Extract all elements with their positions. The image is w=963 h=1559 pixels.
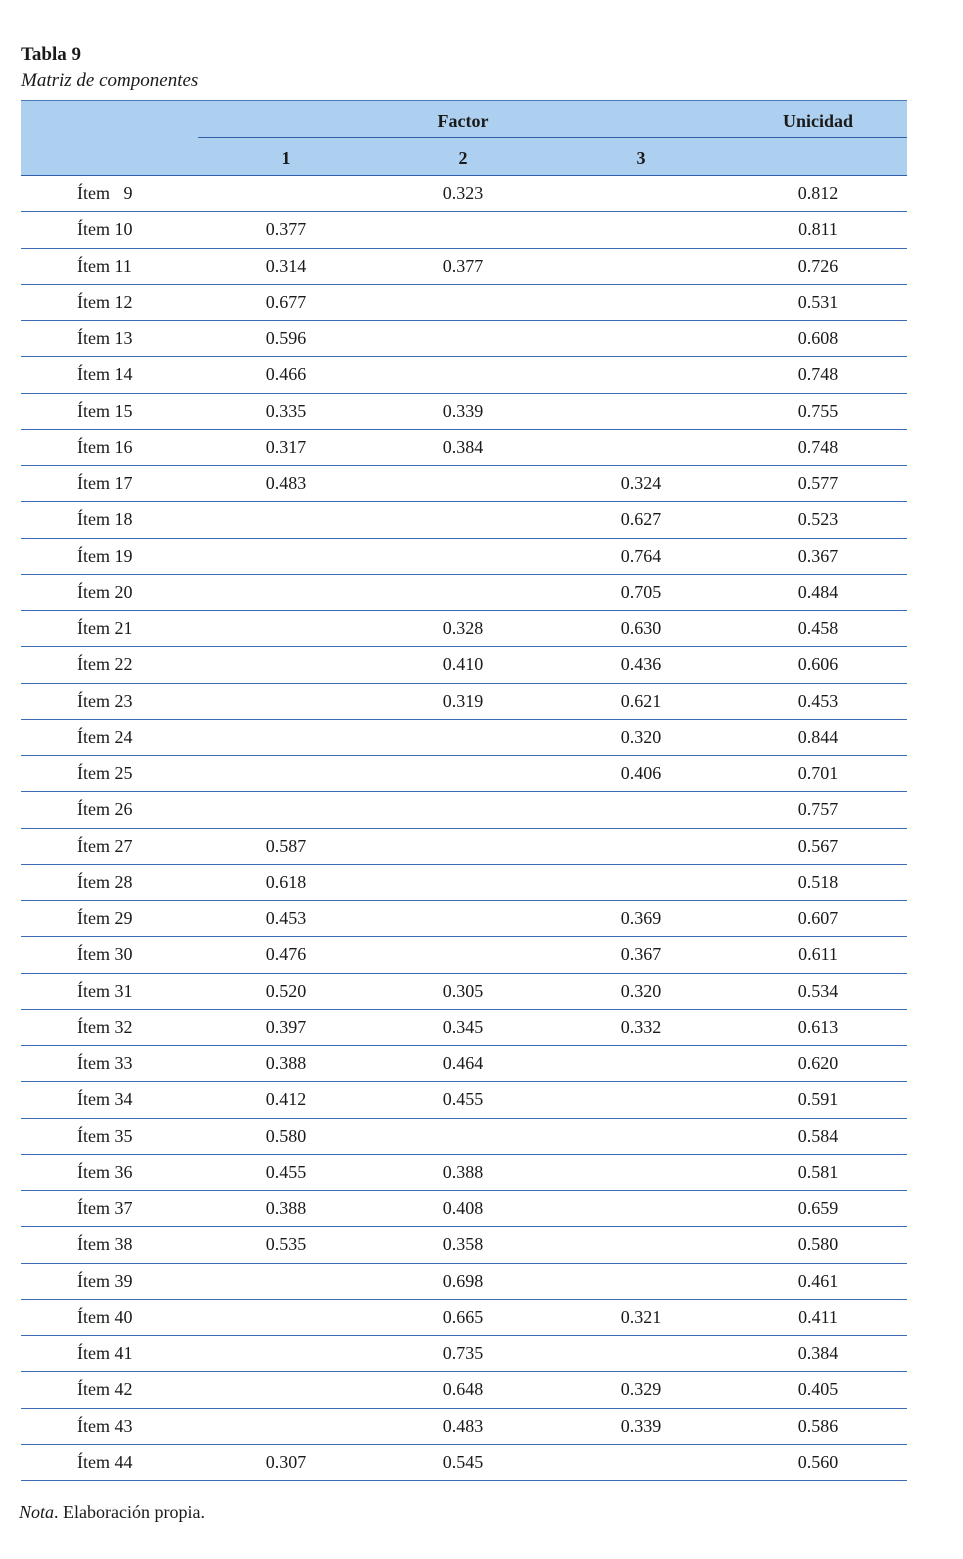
item-label: Ítem 24 [77,726,133,747]
table-row [21,647,907,683]
factor-2-value: 0.735 [442,1343,484,1364]
factor-2-value [403,720,523,755]
factor-2-value: 0.384 [442,436,484,457]
unicidad-value: 0.620 [797,1053,839,1074]
factor-1-value: 0.317 [265,436,307,457]
factor-3-value [581,829,701,864]
factor-3-value: 0.764 [620,545,662,566]
factor-3-value [581,865,701,900]
table-row [21,1264,907,1300]
item-label: Ítem 17 [77,473,133,494]
unicidad-value: 0.458 [797,618,839,639]
item-label: Ítem 20 [77,581,133,602]
table-row [21,1082,907,1118]
factor-2-value: 0.483 [442,1415,484,1436]
header-divider [198,137,907,138]
unicidad-value: 0.531 [797,291,839,312]
item-label: Ítem 16 [77,436,133,457]
factor-2-value [403,539,523,574]
item-label: Ítem 41 [77,1343,133,1364]
table-row [21,792,907,828]
factor-1-value: 0.535 [265,1234,307,1255]
unicidad-value: 0.523 [797,509,839,530]
item-label: Ítem 23 [77,690,133,711]
item-label: Ítem 13 [77,328,133,349]
factor-2-value: 0.323 [442,183,484,204]
unicidad-value: 0.484 [797,581,839,602]
item-label: Ítem 11 [77,255,132,276]
item-label: Ítem 10 [77,219,133,240]
factor-1-value: 0.580 [265,1125,307,1146]
factor-3-value: 0.621 [620,690,662,711]
factor-3-value: 0.436 [620,654,662,675]
factor-2-value [403,792,523,827]
item-label: Ítem 25 [77,763,133,784]
item-label: Ítem 19 [77,545,133,566]
factor-1-value: 0.677 [265,291,307,312]
factor-2-value: 0.388 [442,1161,484,1182]
table-note [19,1502,205,1523]
factor-2-value [403,575,523,610]
factor-3-value: 0.367 [620,944,662,965]
table-row [21,937,907,973]
table-title: Tabla 9 [21,44,82,65]
factor-3-value: 0.324 [620,473,662,494]
unicidad-value: 0.811 [798,219,838,240]
factor-2-value [403,937,523,972]
factor-1-value: 0.335 [265,400,307,421]
factor-1-value: 0.455 [265,1161,307,1182]
unicidad-value: 0.607 [797,908,839,929]
unicidad-value: 0.534 [797,980,839,1001]
header-factor: Factor [437,111,489,131]
unicidad-value: 0.581 [797,1161,839,1182]
factor-1-value: 0.388 [265,1198,307,1219]
factor-2-value: 0.339 [442,400,484,421]
factor-1-value: 0.377 [265,219,307,240]
table-subtitle: Matriz de componentes [21,70,199,91]
factor-2-value [403,756,523,791]
item-label: Ítem 33 [77,1053,133,1074]
factor-2-value: 0.328 [442,618,484,639]
factor-3-value [581,321,701,356]
factor-2-value: 0.377 [442,255,484,276]
table-row [21,684,907,720]
note-label: Nota [19,1502,55,1522]
table-row [21,756,907,792]
factor-3-value: 0.627 [620,509,662,530]
factor-3-value: 0.332 [620,1016,662,1037]
factor-1-value [226,1336,346,1371]
factor-2-value: 0.305 [442,980,484,1001]
factor-2-value: 0.648 [442,1379,484,1400]
factor-2-value [403,357,523,392]
unicidad-value: 0.591 [797,1089,839,1110]
table-row [21,285,907,321]
factor-1-value: 0.596 [265,328,307,349]
unicidad-value: 0.518 [797,871,839,892]
factor-1-value [226,684,346,719]
table-row [21,430,907,466]
unicidad-value: 0.748 [797,436,839,457]
header-unicidad: Unicidad [782,111,854,131]
unicidad-value: 0.584 [797,1125,839,1146]
factor-1-value [226,792,346,827]
unicidad-value: 0.453 [797,690,839,711]
factor-3-value [581,249,701,284]
factor-1-value [226,720,346,755]
unicidad-value: 0.367 [797,545,839,566]
factor-3-value: 0.630 [620,618,662,639]
factor-2-value: 0.464 [442,1053,484,1074]
unicidad-value: 0.577 [797,473,839,494]
factor-3-value [581,1082,701,1117]
table-row [21,1300,907,1336]
factor-1-value [226,539,346,574]
table-row [21,212,907,248]
factor-1-value: 0.476 [265,944,307,965]
factor-1-value [226,1300,346,1335]
factor-2-value: 0.665 [442,1306,484,1327]
factor-2-value [403,285,523,320]
factor-2-value: 0.358 [442,1234,484,1255]
factor-3-value: 0.321 [620,1306,662,1327]
factor-3-value [581,1155,701,1190]
factor-3-value [581,430,701,465]
factor-2-value: 0.545 [442,1451,484,1472]
factor-1-value: 0.388 [265,1053,307,1074]
factor-3-value: 0.406 [620,763,662,784]
item-label: Ítem 28 [77,871,133,892]
item-label: Ítem 43 [77,1415,133,1436]
factor-3-value: 0.705 [620,581,662,602]
item-label: Ítem 18 [77,509,133,530]
header-col-3: 3 [636,148,646,168]
table-row [21,539,907,575]
factor-3-value [581,1119,701,1154]
unicidad-value: 0.606 [797,654,839,675]
table-row [21,865,907,901]
factor-3-value [581,176,701,211]
factor-1-value: 0.453 [265,908,307,929]
header-col-2: 2 [458,148,468,168]
table-row [21,394,907,430]
note-text: . Elaboración propia. [54,1502,205,1522]
factor-1-value [226,176,346,211]
table-row [21,974,907,1010]
factor-3-value [581,357,701,392]
factor-3-value [581,1046,701,1081]
factor-3-value: 0.320 [620,726,662,747]
factor-2-value [403,865,523,900]
table-header [21,100,907,176]
factor-2-value [403,321,523,356]
factor-2-value [403,212,523,247]
item-label: Ítem 36 [77,1161,133,1182]
factor-1-value [226,1409,346,1444]
unicidad-value: 0.608 [797,328,839,349]
unicidad-value: 0.405 [797,1379,839,1400]
unicidad-value: 0.757 [797,799,839,820]
factor-1-value [226,611,346,646]
item-label: Ítem 42 [77,1379,133,1400]
factor-3-value [581,792,701,827]
table-row [21,1010,907,1046]
header-col-1: 1 [281,148,291,168]
unicidad-value: 0.748 [797,364,839,385]
component-matrix-table [21,100,907,1481]
factor-2-value: 0.319 [442,690,484,711]
factor-3-value [581,285,701,320]
table-body [21,176,907,1481]
factor-1-value: 0.466 [265,364,307,385]
item-label: Ítem 9 [77,183,133,204]
item-label: Ítem 21 [77,618,133,639]
table-row [21,1227,907,1263]
unicidad-value: 0.580 [797,1234,839,1255]
item-label: Ítem 31 [77,980,133,1001]
item-label: Ítem 39 [77,1270,133,1291]
factor-3-value [581,212,701,247]
factor-3-value: 0.339 [620,1415,662,1436]
item-label: Ítem 40 [77,1306,133,1327]
item-label: Ítem 38 [77,1234,133,1255]
unicidad-value: 0.611 [798,944,838,965]
table-row [21,1336,907,1372]
factor-2-value: 0.408 [442,1198,484,1219]
table-row [21,321,907,357]
factor-3-value [581,1227,701,1262]
factor-1-value: 0.397 [265,1016,307,1037]
factor-2-value [403,466,523,501]
table-row [21,1372,907,1408]
table-row [21,1191,907,1227]
factor-1-value: 0.412 [265,1089,307,1110]
unicidad-value: 0.567 [797,835,839,856]
table-row [21,1445,907,1481]
item-label: Ítem 34 [77,1089,133,1110]
item-label: Ítem 22 [77,654,133,675]
factor-3-value [581,1191,701,1226]
item-label: Ítem 26 [77,799,133,820]
table-row [21,611,907,647]
item-label: Ítem 44 [77,1451,133,1472]
unicidad-value: 0.613 [797,1016,839,1037]
table-row [21,502,907,538]
table-row [21,1155,907,1191]
item-label: Ítem 37 [77,1198,133,1219]
unicidad-value: 0.586 [797,1415,839,1436]
table-row [21,1409,907,1445]
table-row [21,720,907,756]
factor-1-value: 0.307 [265,1451,307,1472]
factor-1-value: 0.314 [265,255,307,276]
unicidad-value: 0.384 [797,1343,839,1364]
factor-3-value [581,1445,701,1480]
item-label: Ítem 32 [77,1016,133,1037]
table-row [21,575,907,611]
factor-1-value [226,502,346,537]
item-label: Ítem 35 [77,1125,133,1146]
unicidad-value: 0.659 [797,1198,839,1219]
factor-3-value [581,1336,701,1371]
item-label: Ítem 30 [77,944,133,965]
factor-1-value [226,1264,346,1299]
unicidad-value: 0.411 [798,1306,838,1327]
unicidad-value: 0.844 [797,726,839,747]
item-label: Ítem 27 [77,835,133,856]
table-row [21,249,907,285]
factor-2-value [403,502,523,537]
factor-3-value: 0.329 [620,1379,662,1400]
factor-2-value: 0.455 [442,1089,484,1110]
unicidad-value: 0.755 [797,400,839,421]
table-row [21,829,907,865]
factor-2-value [403,901,523,936]
item-label: Ítem 14 [77,364,133,385]
factor-2-value [403,1119,523,1154]
factor-1-value: 0.520 [265,980,307,1001]
factor-3-value [581,394,701,429]
table-row [21,466,907,502]
table-row [21,1119,907,1155]
table-row [21,176,907,212]
factor-1-value [226,647,346,682]
factor-3-value: 0.320 [620,980,662,1001]
factor-1-value [226,1372,346,1407]
unicidad-value: 0.560 [797,1451,839,1472]
unicidad-value: 0.726 [797,255,839,276]
unicidad-value: 0.812 [797,183,839,204]
table-row [21,357,907,393]
factor-1-value [226,575,346,610]
factor-2-value: 0.410 [442,654,484,675]
factor-3-value: 0.369 [620,908,662,929]
table-row [21,901,907,937]
factor-2-value: 0.698 [442,1270,484,1291]
factor-2-value: 0.345 [442,1016,484,1037]
item-label: Ítem 12 [77,291,133,312]
factor-1-value: 0.618 [265,871,307,892]
factor-1-value [226,756,346,791]
factor-3-value [581,1264,701,1299]
factor-2-value [403,829,523,864]
item-label: Ítem 15 [77,400,133,421]
factor-1-value: 0.483 [265,473,307,494]
table-row [21,1046,907,1082]
item-label: Ítem 29 [77,908,133,929]
unicidad-value: 0.701 [797,763,839,784]
factor-1-value: 0.587 [265,835,307,856]
unicidad-value: 0.461 [797,1270,839,1291]
